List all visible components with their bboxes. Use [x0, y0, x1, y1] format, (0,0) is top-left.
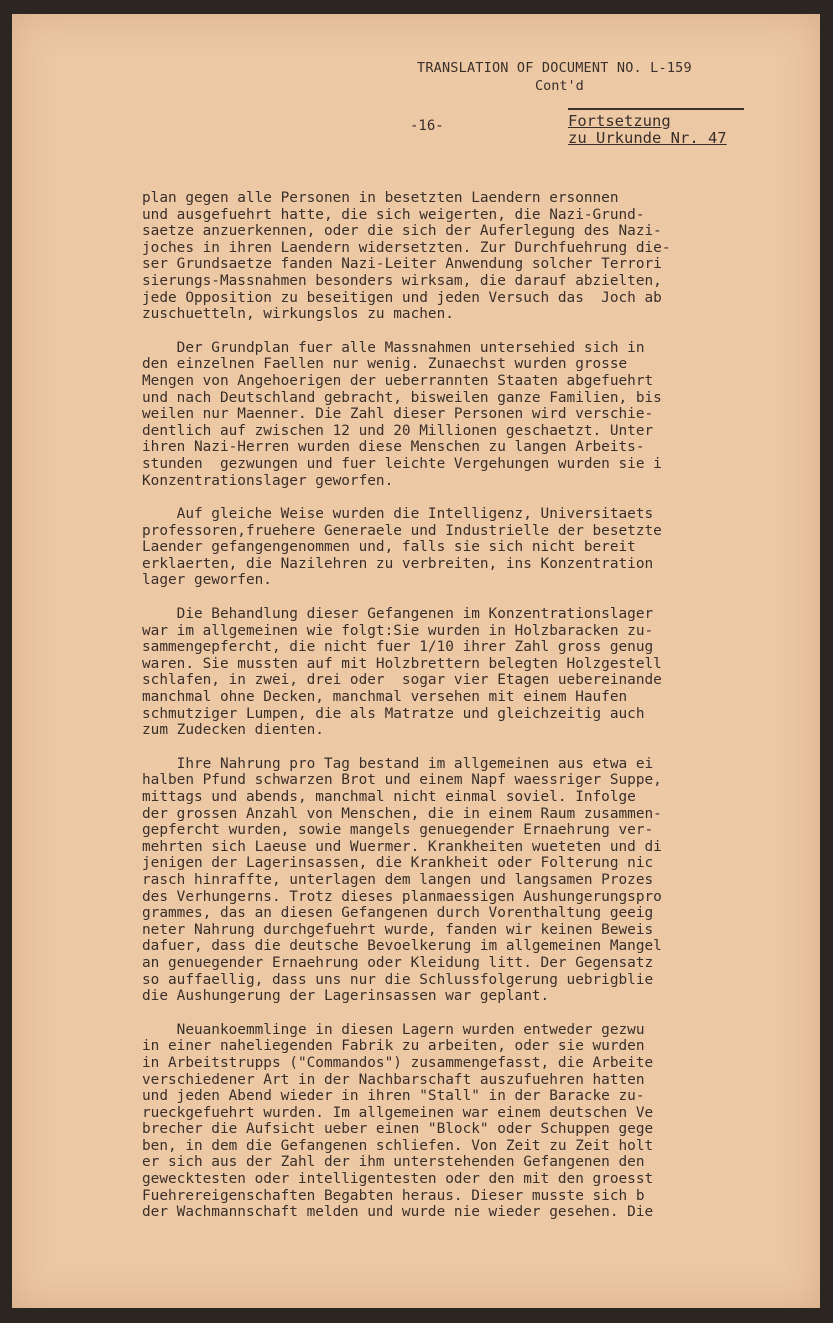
text-line: grammes, das an diesen Gefangenen durch Vorenthaltung geeig — [142, 905, 654, 922]
page-number: -16- — [410, 118, 444, 134]
text-line: rasch hinraffte, unterlagen dem langen und langsamen Prozes — [142, 871, 654, 888]
text-line: schmutziger Lumpen, die als Matratze und gleichzeitig auch — [142, 705, 645, 722]
text-line: ben, in dem die Gefangenen schliefen. Von Zeit zu Zeit holt — [142, 1137, 654, 1154]
text-line: und jeden Abend wieder in ihren "Stall" in der Baracke zu- — [142, 1088, 645, 1105]
text-line: in Arbeitstrupps ("Commandos") zusammengefasst, die Arbeite — [142, 1054, 654, 1071]
text-line: in einer naheliegenden Fabrik zu arbeiten, oder sie wurden — [142, 1038, 645, 1055]
paragraph — [142, 606, 822, 739]
text-line: sammengepfercht, die nicht fuer 1/10 ihrer Zahl gross genug — [142, 639, 654, 656]
text-line: zuschuetteln, wirkungslos zu machen. — [142, 306, 454, 323]
text-line: saetze anzuerkennen, oder die sich der Auferlegung des Nazi- — [142, 223, 662, 240]
text-line: schlafen, in zwei, drei oder sogar vier Etagen uebereinande — [142, 672, 662, 689]
text-line: manchmal ohne Decken, manchmal versehen mit einem Haufen — [142, 689, 628, 706]
continuation-line-2: zu Urkunde Nr. 47 — [568, 129, 727, 147]
text-line: den einzelnen Faellen nur wenig. Zunaechst wurden grosse — [142, 356, 628, 373]
text-line: sierungs-Massnahmen besonders wirksam, die darauf abzielten, — [142, 272, 662, 289]
continuation-note — [568, 113, 727, 147]
paragraph — [142, 1022, 822, 1221]
text-line: der Wachmannschaft melden und wurde nie wieder gesehen. Die — [142, 1204, 654, 1221]
text-line: lager geworfen. — [142, 572, 272, 589]
text-line: Neuankoemmlinge in diesen Lagern wurden entweder gezwu — [142, 1021, 645, 1038]
text-line: stunden gezwungen und fuer leichte Vergehungen wurden sie i — [142, 455, 662, 472]
text-line: ihren Nazi-Herren wurden diese Menschen zu langen Arbeits- — [142, 439, 645, 456]
text-line: Fuehrereigenschaften Begabten heraus. Dieser musste sich b — [142, 1187, 645, 1204]
text-line: mehrten sich Laeuse und Wuermer. Krankheiten wueteten und di — [142, 838, 662, 855]
text-line: neter Nahrung durchgefuehrt wurde, fanden wir keinen Beweis — [142, 921, 654, 938]
text-line: mittags und abends, manchmal nicht einmal soviel. Infolge — [142, 789, 636, 805]
body-text — [142, 190, 822, 1238]
continued-label: Cont'd — [535, 78, 584, 94]
text-line: war im allgemeinen wie folgt:Sie wurden in Holzbaracken zu- — [142, 622, 654, 639]
continuation-line-1: Fortsetzung — [568, 112, 671, 130]
document-page — [12, 14, 820, 1308]
text-line: halben Pfund schwarzen Brot und einem Napf waessriger Suppe, — [142, 772, 662, 789]
text-line: Auf gleiche Weise wurden die Intelligenz, Universitaets — [142, 506, 654, 523]
text-line: waren. Sie mussten auf mit Holzbrettern belegten Holzgestell — [142, 655, 662, 672]
text-line: Konzentrationslager geworfen. — [142, 472, 394, 489]
text-line: Die Behandlung dieser Gefangenen im Konzentrationslager — [142, 606, 654, 623]
text-line: und nach Deutschland gebracht, bisweilen ganze Familien, bis — [142, 389, 662, 406]
paragraph — [142, 340, 822, 489]
text-line: an genuegender Ernaehrung oder Kleidung litt. Der Gegensatz — [142, 954, 654, 971]
text-line: gepfercht wurden, sowie mangels genuegender Ernaehrung ver- — [142, 822, 654, 839]
paragraph — [142, 506, 822, 589]
text-line: dentlich auf zwischen 12 und 20 Millionen geschaetzt. Unter — [142, 422, 654, 439]
text-line: der grossen Anzahl von Menschen, die in einem Raum zusammen- — [142, 805, 662, 822]
text-line: zum Zudecken dienten. — [142, 722, 324, 739]
text-line: weilen nur Maenner. Die Zahl dieser Personen wird verschie- — [142, 406, 654, 423]
text-line: Der Grundplan fuer alle Massnahmen untersehied sich in — [142, 339, 645, 356]
text-line: und ausgefuehrt hatte, die sich weigerten, die Nazi-Grund- — [142, 206, 645, 223]
text-line: gewecktesten oder intelligentesten oder den mit den groesst — [142, 1171, 654, 1188]
text-line: jede Opposition zu beseitigen und jeden Versuch das Joch ab — [142, 289, 662, 306]
text-line: so auffaellig, dass uns nur die Schlussfolgerung uebrigblie — [142, 971, 654, 988]
text-line: des Verhungerns. Trotz dieses planmaessigen Aushungerungspro — [142, 888, 662, 905]
text-line: Mengen von Angehoerigen der ueberrannten Staaten abgefuehrt — [142, 372, 654, 389]
text-line: dafuer, dass die deutsche Bevoelkerung im allgemeinen Mangel — [142, 938, 662, 955]
text-line: jenigen der Lagerinsassen, die Krankheit oder Folterung nic — [142, 855, 654, 872]
text-line: rueckgefuehrt wurden. Im allgemeinen war einem deutschen Ve — [142, 1104, 654, 1121]
translation-header: TRANSLATION OF DOCUMENT NO. L-159 — [417, 60, 692, 76]
paragraph — [142, 756, 822, 1005]
text-line: joches in ihren Laendern widersetzten. Zur Durchfuehrung die- — [142, 239, 671, 256]
text-line: erklaerten, die Nazilehren zu verbreiten, ins Konzentration — [142, 555, 654, 572]
text-line: die Aushungerung der Lagerinsassen war geplant. — [142, 988, 550, 1005]
text-line: Ihre Nahrung pro Tag bestand im allgemeinen aus etwa ei — [142, 755, 654, 772]
text-line: brecher die Aufsicht ueber einen "Block" oder Schuppen gege — [142, 1121, 654, 1138]
text-line: ser Grundsaetze fanden Nazi-Leiter Anwendung solcher Terrori — [142, 256, 662, 273]
text-line: verschiedener Art in der Nachbarschaft auszufuehren hatten — [142, 1071, 645, 1088]
text-line: professoren,fruehere Generaele und Industrielle der besetzte — [142, 522, 662, 539]
text-line: Laender gefangengenommen und, falls sie sich nicht bereit — [142, 539, 636, 556]
text-line: er sich aus der Zahl der ihm unterstehenden Gefangenen den — [142, 1154, 645, 1171]
text-line: plan gegen alle Personen in besetzten Laendern ersonnen — [142, 190, 619, 206]
paragraph — [142, 190, 822, 323]
header-rule — [568, 108, 744, 110]
